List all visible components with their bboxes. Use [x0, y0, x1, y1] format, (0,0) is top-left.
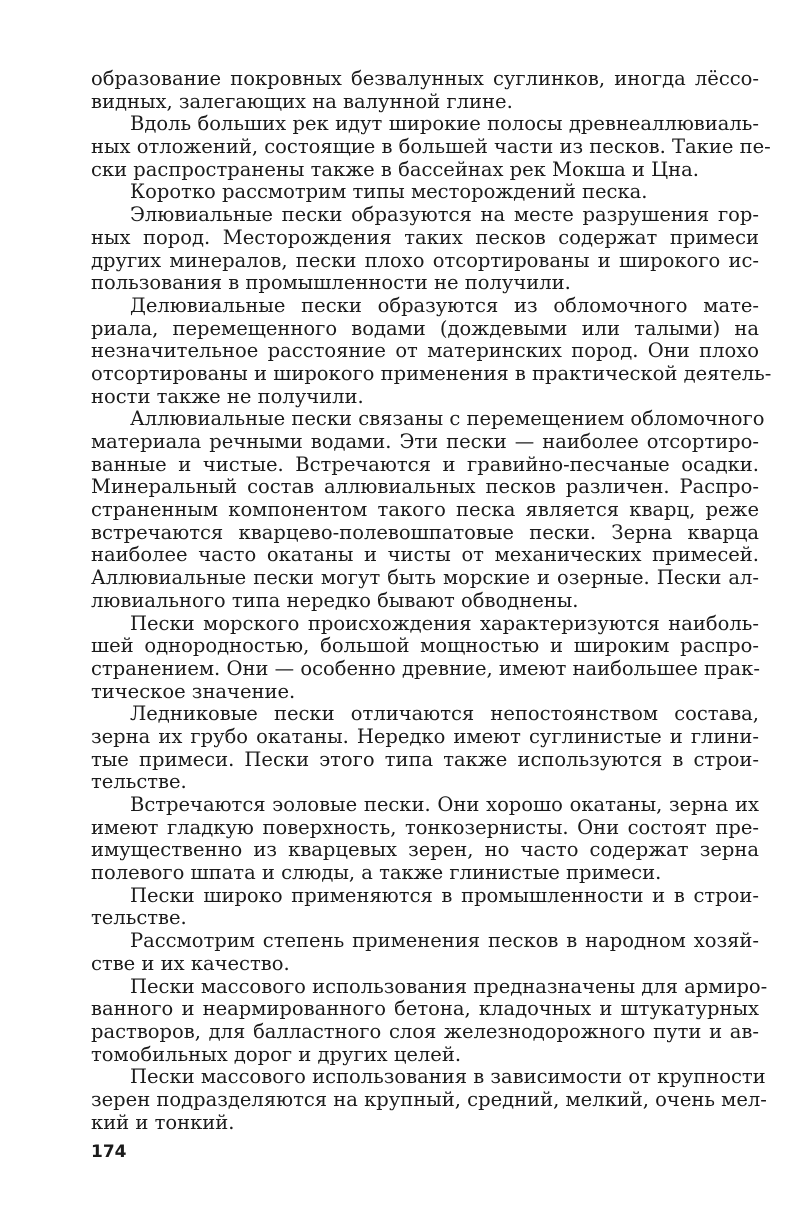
text-line: материала речными водами. Эти пески — наиболее отсортиро-	[91, 430, 759, 453]
text-line: зерна их грубо окатаны. Нередко имеют суглинистые и глини-	[91, 724, 759, 748]
text-line: Пески широко применяются в промышленности и в строи-	[130, 883, 759, 907]
text-line: имущественно из кварцевых зерен, но часто содержат зерна	[91, 838, 759, 862]
body-text	[91, 67, 772, 1134]
text-line: тическое значение.	[91, 679, 296, 703]
text-line: имеют гладкую поверхность, тонкозернисты. Они состоят пре-	[91, 815, 759, 839]
text-line: ных пород. Месторождения таких песков содержат примеси	[91, 225, 759, 249]
text-line: растворов, для балластного слоя железнодорожного пути и ав-	[91, 1019, 759, 1043]
text-line: Аллювиальные пески связаны с перемещением обломочного	[130, 407, 765, 431]
text-line: незначительное расстояние от материнских пород. Они плохо	[91, 339, 759, 363]
text-line: Встречаются эоловые пески. Они хорошо окатаны, зерна их	[130, 793, 759, 816]
paragraph	[91, 204, 759, 295]
text-line: тые примеси. Пески этого типа также используются в строи-	[91, 747, 759, 771]
text-line: отсортированы и широкого применения в практической деятель-	[91, 361, 772, 385]
text-line: ванного и неармированного бетона, кладочных и штукатурных	[91, 997, 759, 1021]
text-line: Аллювиальные пески могут быть морские и озерные. Пески ал-	[91, 566, 759, 590]
paragraph	[91, 68, 759, 113]
paragraph	[91, 885, 759, 930]
text-line: других минералов, пески плохо отсортированы и широкого ис-	[91, 248, 759, 272]
text-line: наиболее часто окатаны и чисты от механических примесей.	[91, 543, 759, 567]
text-line: Элювиальные пески образуются на месте разрушения гор-	[130, 203, 759, 227]
text-line: странением. Они — особенно древние, имеют наибольшее прак-	[91, 656, 760, 680]
text-line: ски распространены также в бассейнах рек Мокша и Цна.	[91, 157, 699, 181]
text-line: встречаются кварцево-полевошпатовые пески. Зерна кварца	[91, 520, 759, 544]
paragraph	[91, 930, 759, 975]
paragraph	[91, 181, 759, 204]
text-line: зерен подразделяются на крупный, средний, мелкий, очень мел-	[91, 1087, 767, 1111]
text-line: Ледниковые пески отличаются непостоянством состава,	[130, 702, 759, 726]
page-number: 174	[91, 1142, 127, 1162]
text-line: Пески массового использования в зависимости от крупности	[130, 1065, 766, 1089]
text-line: тельстве.	[91, 906, 187, 930]
text-line: кий и тонкий.	[91, 1110, 235, 1134]
paragraph	[91, 613, 759, 704]
paragraph	[91, 112, 771, 181]
text-line: ности также не получили.	[91, 384, 364, 408]
text-line: видных, залегающих на валунной глине.	[91, 89, 513, 113]
text-line: тельстве.	[91, 770, 187, 794]
text-line: Вдоль больших рек идут широкие полосы древнеаллювиаль-	[130, 112, 759, 136]
text-line: томобильных дорог и других целей.	[91, 1042, 462, 1066]
text-line: пользования в промышленности не получили.	[91, 271, 571, 295]
text-line: Рассмотрим степень применения песков в народном хозяй-	[130, 929, 759, 953]
text-line: лювиального типа нередко бывают обводнены.	[91, 588, 579, 612]
text-line: полевого шпата и слюды, а также глинистые примеси.	[91, 861, 662, 885]
text-line: страненным компонентом такого песка является кварц, реже	[91, 498, 759, 522]
paragraph	[91, 703, 759, 794]
text-line: Коротко рассмотрим типы месторождений песка.	[130, 180, 648, 204]
text-line: Делювиальные пески образуются из обломочного мате-	[130, 293, 759, 317]
paragraph	[91, 974, 768, 1067]
text-line: Минеральный состав аллювиальных песков различен. Распро-	[91, 475, 759, 499]
text-line: ных отложений, состоящие в большей части из песков. Такие пе-	[91, 135, 771, 159]
text-line: стве и их качество.	[91, 951, 290, 975]
text-line: ванные и чистые. Встречаются и гравийно-песчаные осадки.	[91, 452, 759, 476]
paragraph	[91, 1065, 767, 1134]
text-line: Пески морского происхождения характеризуются наиболь-	[130, 611, 759, 635]
paragraph	[91, 407, 765, 612]
paragraph	[91, 794, 759, 885]
text-line: риала, перемещенного водами (дождевыми или талыми) на	[91, 316, 759, 340]
text-line: образование покровных безвалунных суглинков, иногда лёссо-	[91, 67, 759, 90]
text-line: шей однородностью, большой мощностью и широким распро-	[91, 634, 759, 658]
paragraph	[91, 293, 772, 408]
text-line: Пески массового использования предназначены для армиро-	[130, 974, 768, 998]
